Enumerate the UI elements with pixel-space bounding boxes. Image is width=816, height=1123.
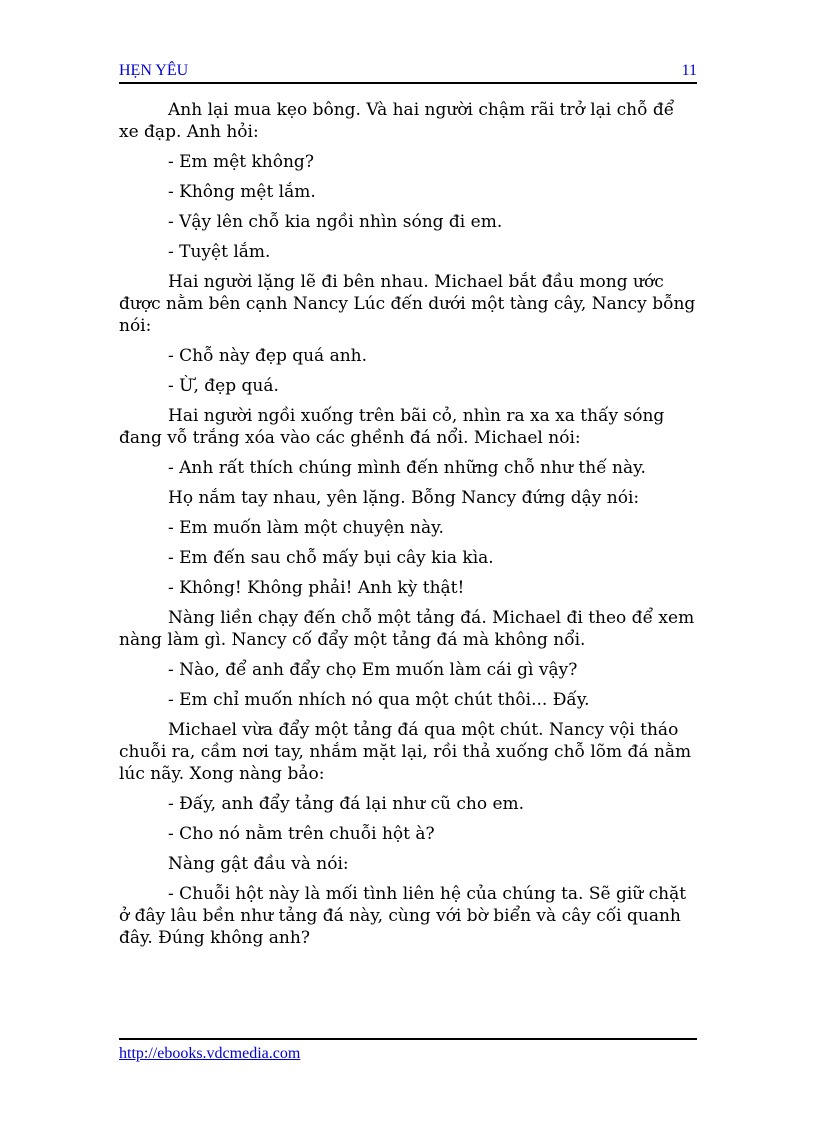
paragraph: - Chỗ này đẹp quá anh. xyxy=(168,346,368,366)
paragraph: - Không! Không phải! Anh kỳ thật! xyxy=(168,578,465,598)
paragraph: Nàng gật đầu và nói: xyxy=(168,854,349,874)
running-title: HẸN YÊU xyxy=(119,62,189,79)
body-text xyxy=(119,99,697,957)
page-header xyxy=(119,60,697,84)
page-footer xyxy=(119,1038,697,1063)
paragraph: - Em muốn làm một chuyện này. xyxy=(168,518,444,538)
paragraph: - Tuyệt lắm. xyxy=(168,242,271,262)
paragraph: Michael vừa đẩy một tảng đá qua một chút. Nancy vội tháo chuỗi ra, cầm nơi tay, nhắm mặt lại, rồi thả xuống chỗ lõm đá nằm lúc nãy. Xong nàng bảo: xyxy=(119,720,692,784)
footer-link[interactable]: http://ebooks.vdcmedia.com xyxy=(119,1045,301,1062)
page-number: 11 xyxy=(681,62,697,79)
paragraph: Nàng liền chạy đến chỗ một tảng đá. Michael đi theo để xem nàng làm gì. Nancy cố đẩy một tảng đá mà không nổi. xyxy=(119,608,695,650)
paragraph: - Ừ, đẹp quá. xyxy=(168,376,279,396)
paragraph: - Vậy lên chỗ kia ngồi nhìn sóng đi em. xyxy=(168,212,503,232)
paragraph: Hai người ngồi xuống trên bãi cỏ, nhìn ra xa xa thấy sóng đang vỗ trắng xóa vào các ghềnh đá nổi. Michael nói: xyxy=(119,406,665,448)
paragraph: - Nào, để anh đẩy chọ Em muốn làm cái gì vậy? xyxy=(168,660,578,680)
paragraph: Họ nắm tay nhau, yên lặng. Bỗng Nancy đứng dậy nói: xyxy=(168,488,640,508)
paragraph: - Em chỉ muốn nhích nó qua một chút thôi... Đấy. xyxy=(168,690,590,710)
paragraph: - Đấy, anh đẩy tảng đá lại như cũ cho em. xyxy=(168,794,525,814)
paragraph: - Chuỗi hột này là mối tình liên hệ của chúng ta. Sẽ giữ chặt ở đây lâu bền như tảng đá này, cùng với bờ biển và cây cối quanh đây. Đúng không anh? xyxy=(119,884,687,948)
paragraph: - Em đến sau chỗ mấy bụi cây kia kìa. xyxy=(168,548,494,568)
paragraph: Anh lại mua kẹo bông. Và hai người chậm rãi trở lại chỗ để xe đạp. Anh hỏi: xyxy=(119,100,675,142)
paragraph: - Cho nó nằm trên chuỗi hột à? xyxy=(168,824,435,844)
paragraph: - Em mệt không? xyxy=(168,152,314,172)
paragraph: - Anh rất thích chúng mình đến những chỗ như thế này. xyxy=(168,458,646,478)
paragraph: Hai người lặng lẽ đi bên nhau. Michael bắt đầu mong ước được nằm bên cạnh Nancy Lúc đến dưới một tàng cây, Nancy bỗng nói: xyxy=(119,272,696,336)
paragraph: - Không mệt lắm. xyxy=(168,182,316,202)
